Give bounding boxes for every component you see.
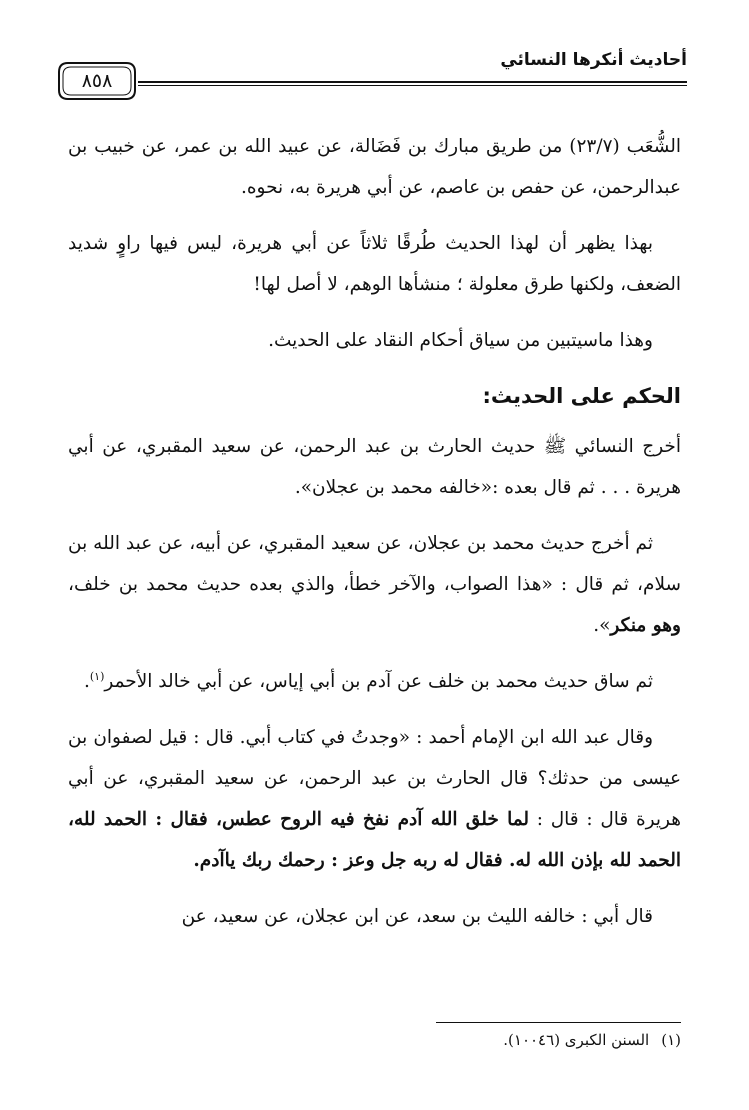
paragraph-3-text: وهذا ماسيتبين من سياق أحكام النقاد على الحديث. (268, 330, 653, 351)
page-number: ٨٥٨ (81, 70, 113, 92)
paragraph-8-text: قال أبي : خالفه الليث بن سعد، عن ابن عجلان، عن سعيد، عن (181, 906, 653, 927)
page-number-frame (56, 60, 138, 102)
paragraph-7 (68, 717, 681, 881)
page-header (56, 48, 687, 108)
paragraph-4: أخرج النسائي ﷺ حديث الحارث بن عبد الرحمن، عن سعيد المقبري، عن أبي هريرة . . . ثم قال بعده :«خالفه محمد بن عجلان». (68, 436, 681, 498)
footnote-number: (١) (661, 1031, 681, 1049)
header-rule-thin (56, 85, 687, 86)
footnote-marker: (١) (89, 669, 105, 683)
paragraph-5-text: ثم أخرج حديث محمد بن عجلان، عن سعيد المقبري، عن أبيه، عن عبد الله بن سلام، ثم قال : «هذا الصواب، والآخر خطأ، والذي بعده حديث محمد بن خلف، (68, 533, 681, 595)
paragraph-6-end: . (83, 671, 90, 692)
paragraph-3 (68, 320, 681, 361)
paragraph-6-text: ثم ساق حديث محمد بن خلف عن آدم بن أبي إياس، عن أبي خالد الأحمر (104, 671, 653, 692)
paragraph-5-end: ». (593, 615, 611, 636)
header-rule (56, 81, 687, 83)
paragraph-7-bold: لما خلق الله آدم نفخ فيه الروح عطس، فقال : الحمد لله، الحمد لله بإذن الله له. فقال له ربه جل وعز : رحمك ربك ياآدم. (68, 809, 681, 871)
paragraph-5-bold: وهو منكر (610, 615, 681, 636)
page-body (68, 126, 681, 952)
paragraph-2-text: بهذا يظهر أن لهذا الحديث طُرقًا ثلاثاً عن أبي هريرة، ليس فيها راوٍ شديد الضعف، ولكنها طرق معلولة ؛ منشأها الوهم، لا أصل لها! (68, 233, 681, 295)
paragraph-2 (68, 223, 681, 305)
footnote-1 (503, 1028, 681, 1052)
running-title: أحاديث أنكرها النسائي (500, 50, 687, 70)
paragraph-7-text: وقال عبد الله ابن الإمام أحمد : «وجدتُ في كتاب أبي. قال : قيل لصفوان بن عيسى من حدثك؟ قال الحارث بن عبد الرحمن، عن سعيد المقبري، عن أبي هريرة قال : قال : (68, 727, 681, 830)
paragraph-8 (68, 896, 681, 937)
footnote-separator (436, 1022, 681, 1023)
paragraph-6 (68, 661, 681, 702)
paragraph-1: الشُّعَب (٢٣/٧) من طريق مبارك بن فَضَالة، عن عبيد الله بن عمر، عن خبيب بن عبدالرحمن، عن حفص بن عاصم، عن أبي هريرة به، نحوه. (68, 136, 681, 198)
section-heading: الحكم على الحديث: (482, 384, 681, 408)
footnote-text: السنن الكبرى (١٠٠٤٦). (503, 1031, 650, 1049)
paragraph-5 (68, 523, 681, 646)
